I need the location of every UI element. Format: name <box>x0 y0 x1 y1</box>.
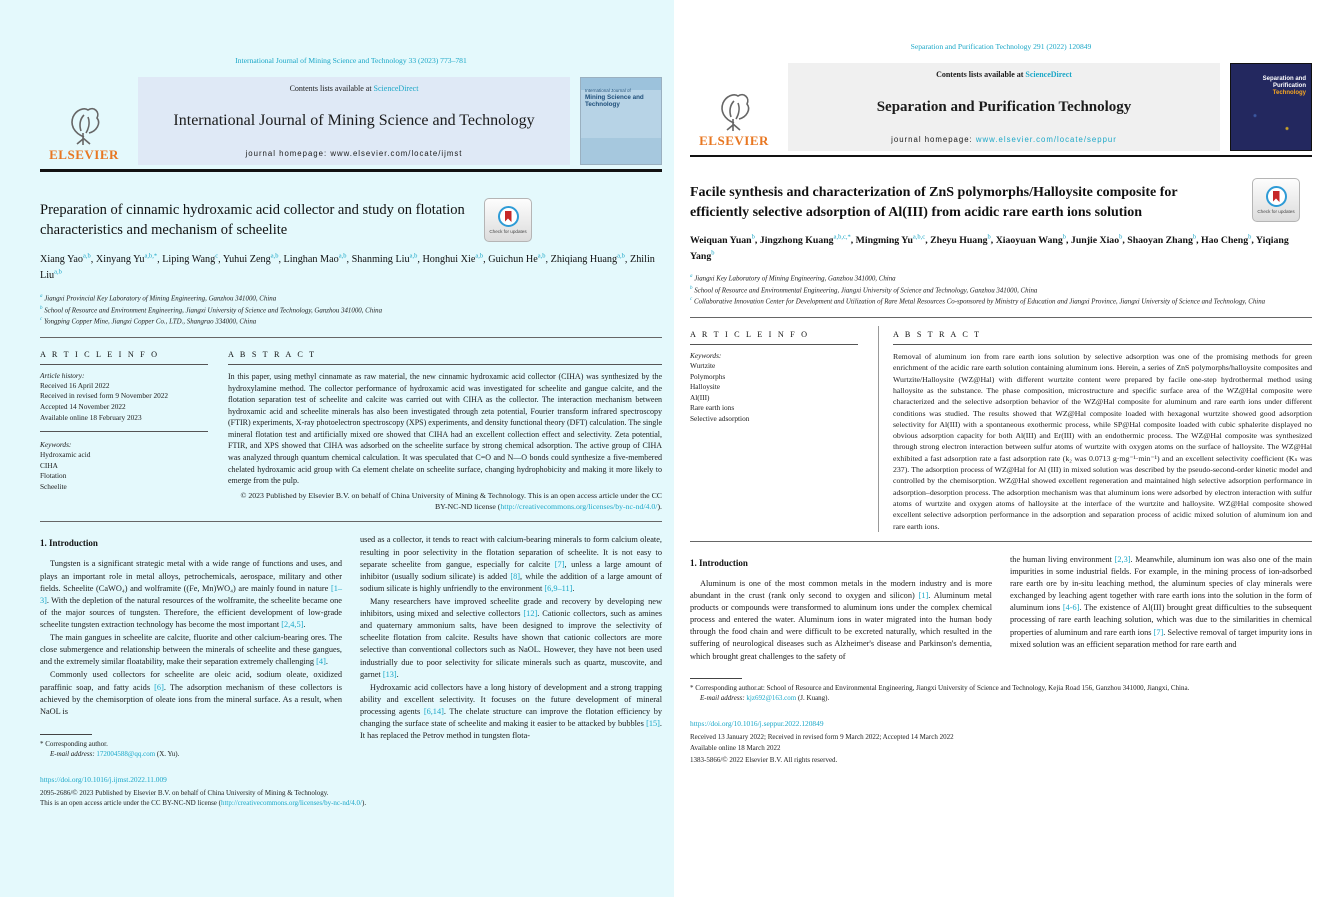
citation-link[interactable]: [12] <box>523 609 538 619</box>
email-note: E-mail address: kjz692@163.com (J. Kuang). <box>700 694 830 703</box>
abstract-heading: A B S T R A C T <box>893 330 982 340</box>
author: Junjie Xiao$^b$, <box>1070 234 1128 247</box>
section-heading: 1. Introduction <box>690 557 748 568</box>
abstract-column <box>878 326 1312 532</box>
cover-title-line3: Technology <box>1272 90 1306 97</box>
author: Shaoyan Zhang$^b$, <box>1127 234 1202 247</box>
citation-link[interactable]: [6,14] <box>423 706 444 716</box>
abstract-column <box>228 346 662 513</box>
author: Hao Cheng$^b$, <box>1201 234 1256 247</box>
intro-paragraphs <box>40 558 342 717</box>
page-footer <box>40 774 662 809</box>
article-history-line: Accepted 14 November 2022 <box>40 402 126 412</box>
citation-link[interactable]: [2,3] <box>1114 554 1131 564</box>
intro-column-1 <box>690 554 992 664</box>
intro-paragraph: Many researchers have improved scheelite grade and recovery by developing new inhibitors, using mixed and selective collectors [12]. Cationic collectors, such as amines and quaternary ammonium salts, have been designed to improve the selectivity of scheelite flotation from calcite. Results have shown that cationic collectors are more selective than conventional collectors such as NaOL. However, they have not been used industrially due to poor selectivity for silicate minerals such as quartz, muscovite, and garnet [13]. <box>360 596 662 679</box>
citation-link[interactable]: [6] <box>154 682 164 692</box>
affiliation: $^c$ Collaborative Innovation Center for Development and Utilization of Rare Metal Resources Co-sponsored by Ministry of Education and Jiangxi Province, Jiangxi University of Science and Technology, China <box>690 297 1266 306</box>
bookmark-icon <box>1273 191 1280 202</box>
journal-title: International Journal of Mining Science and Technology <box>173 112 535 129</box>
author: Yuhui Zeng$^{a,b}$, <box>222 252 284 265</box>
author: Xiang Yao$^{a,b}$, <box>40 252 96 265</box>
left-paper-page <box>40 0 662 809</box>
author: Honghui Xie$^{a,b}$, <box>422 252 489 265</box>
intro-paragraph: the human living environment [2,3]. Meanwhile, aluminum ion was also one of the main impurities in some industrial fields. For example, in the mining process of ion-adsorbed rare earth ore by in-situ leaching method, the aluminum species of clay minerals were exchanged by leaching agent together with rare earth ions into the solution in the form of aluminum ions [4-6]. The existence of Al(III) brought great difficulties to the subsequent processing of rare earth leaching solution, which was due to the similarities in chemical properties of aluminum and rare earth ions [7]. Selective removal of target impurity ions in mixed solution was an efficient separation method for rare earth and <box>1010 554 1312 649</box>
check-for-updates-label: Check for updates <box>1257 208 1295 214</box>
check-for-updates-label: Check for updates <box>489 228 527 234</box>
info-abstract-block <box>690 326 1312 532</box>
article-title: Facile synthesis and characterization of ZnS polymorphs/Halloysite composite for efficiently selective adsorption of Al(III) from acidic rare earth ions solution <box>690 185 1178 220</box>
right-paper-page <box>690 0 1312 765</box>
keyword: Wurtzite <box>690 361 716 371</box>
divider <box>40 364 208 365</box>
author: Weiquan Yuan$^b$, <box>690 234 760 247</box>
divider <box>690 344 858 345</box>
sciencedirect-link[interactable]: ScienceDirect <box>373 84 419 93</box>
divider <box>690 317 1312 318</box>
email-link[interactable]: 172004588@qq.com <box>96 750 156 759</box>
sciencedirect-link[interactable]: ScienceDirect <box>1025 70 1072 79</box>
homepage-label: journal homepage: <box>891 135 973 144</box>
keyword: CIHA <box>40 460 58 470</box>
elsevier-logo <box>690 63 778 151</box>
journal-homepage-line <box>794 135 1214 144</box>
elsevier-logo <box>40 77 128 165</box>
email-link[interactable]: kjz692@163.com <box>746 694 797 703</box>
contents-line <box>144 84 564 93</box>
cover-title-line1: Separation and <box>1262 76 1306 82</box>
doi-link[interactable]: https://doi.org/10.1016/j.ijmst.2022.11.009 <box>40 774 167 784</box>
keyword: Flotation <box>40 471 67 481</box>
citation-link[interactable]: [7] <box>554 559 565 569</box>
intro-paragraphs <box>360 534 662 742</box>
citation-link[interactable]: [7] <box>1153 627 1164 637</box>
article-title: Preparation of cinnamic hydroxamic acid collector and study on flotation characteristics and mechanism of scheelite <box>40 202 465 239</box>
affiliation: $^c$ Yongping Copper Mine, Jiangxi Copper Co., LTD., Shangrao 334000, China <box>40 317 257 326</box>
author: Xinyang $Yu^{a,b,*}$, <box>95 252 163 265</box>
keywords-label: Keywords: <box>690 351 722 361</box>
article-history-list <box>40 381 208 423</box>
copyright-line: © 2023 Published by Elsevier B.V. on behalf of China University of Mining & Technology. This is an open access article under the CC BY-NC-ND license (http://creativecommons.org/licenses/by-nc-nd/4.0/). <box>240 490 662 512</box>
elsevier-wordmark: ELSEVIER <box>49 147 119 162</box>
affiliation: $^a$ Jiangxi Key Laboratory of Mining Engineering, Ganzhou 341000, China <box>690 274 896 283</box>
keyword: Polymorphs <box>690 371 726 381</box>
email-note: E-mail address: 172004588@qq.com (X. Yu). <box>50 750 180 759</box>
elsevier-tree-icon <box>64 103 104 147</box>
divider <box>690 541 1312 542</box>
intro-paragraph: Tungsten is a significant strategic metal with a wide range of functions and uses, and plays an important role in metal alloys, petrochemicals, aerospace, military and other fields. Scheelite (CaWO₄) and wolframite ((Fe, Mn)WO₄) are mainly found in nature [1–3]. With the depletion of the natural resources of the wolframite, the scheelite became one of the major sources of tungsten. Therefore, the efficient development of low-grade scheelite tungsten extraction technology has become the most important [2,4,5]. <box>40 559 342 629</box>
author: Mingming Yu$^{a,b,c}$, <box>855 234 931 247</box>
journal-banner <box>138 77 570 165</box>
citation-link[interactable]: [13] <box>382 669 397 679</box>
received-line: Received 13 January 2022; Received in revised form 9 March 2022; Accepted 14 March 2022 <box>690 732 954 741</box>
introduction-section <box>690 554 1312 664</box>
journal-homepage-line <box>144 149 564 158</box>
author: Zhilin Liu$^{a,b}$ <box>40 253 655 282</box>
homepage-label: journal homepage: <box>245 149 328 158</box>
intro-paragraph: Hydroxamic acid collectors have a long history of development and a strong trapping ability and excellent selectivity. It focuses on the future development of mineral processing agents [6,14]. The chelate structure can improve the flotation efficiency by changing the surface state of scheelite and making it easier to be attacked by bubbles [15]. It has replaced the Petrov method in tungsten flota- <box>360 682 662 741</box>
article-info-column <box>40 346 208 513</box>
divider <box>893 344 1312 345</box>
intro-column-2 <box>1010 554 1312 664</box>
cover-title-line2: Purification <box>1272 83 1306 90</box>
intro-column-1 <box>40 534 342 759</box>
check-for-updates-icon <box>498 206 519 227</box>
citation-link[interactable]: [2,4,5] <box>281 619 304 629</box>
author: Zheyu Huang$^b$, <box>930 234 996 247</box>
citation-link[interactable]: [1] <box>918 590 929 600</box>
article-info-column <box>690 326 858 532</box>
keyword: Hydroxamic acid <box>40 450 91 460</box>
citation-link[interactable]: [1–3] <box>40 583 342 605</box>
homepage-link[interactable]: www.elsevier.com/locate/seppur <box>975 135 1117 144</box>
introduction-section <box>40 534 662 759</box>
keywords-list <box>40 450 208 492</box>
affiliation-list <box>40 293 662 328</box>
keyword: Rare earth ions <box>690 403 735 413</box>
footnote-block <box>690 678 1312 704</box>
page-footer <box>690 718 1312 766</box>
affiliation: $^b$ School of Resource and Environmental Engineering, Jiangxi University of Science and Technology, Ganzhou 341000, China <box>690 285 1038 295</box>
article-history-line: Available online 18 February 2023 <box>40 412 142 422</box>
cover-title-line2: Mining Science and Technology <box>585 94 644 109</box>
elsevier-tree-icon <box>714 89 754 133</box>
homepage-link[interactable]: www.elsevier.com/locate/ijmst <box>330 149 463 158</box>
info-abstract-block <box>40 346 662 513</box>
author: Zhiqiang Huang$^{a,b}$, <box>550 252 630 265</box>
affiliation: $^b$ School of Resource and Environment Engineering, Jiangxi University of Science and Technology, Ganzhou 341000, China <box>40 305 383 314</box>
header-rule <box>690 155 1312 157</box>
doi-link[interactable]: https://doi.org/10.1016/j.seppur.2022.120849 <box>690 718 824 728</box>
abstract-text: Removal of aluminum ion from rare earth ions solution by selective adsorption was one of the promising methods for green enrichment of the acidic rare earth solution containing aluminum ions. Herein, a series of ZnS polymorphs/halloysite composites and Wurtzite/Halloysite (WZ@Hal) with different wurtzite content were prepared by facile one-step hydrothermal method using halloysite as the substance. The phase composition, microstructure and specific surface area of the WZ@Hal composite were characterized and the selective adsorption behavior of the WZ@Hal composite for aluminum and rare earth ions under different conditions was studied. The results showed that WZ@Hal composite loaded with hexagonal wurtzite showed good adsorption selectivity for Al(III) with a spontaneous exothermic process, while SP@Hal composite loaded with cubic sphalerite displayed no obvious adsorption capacity for both Al(III) and Er(III) with an endothermic process. The WZ@Hal composite was synthesized through strong electron interaction between sulfur atoms of wurtzite with oxygen atoms on the surface of halloysite. The WZ@Hal exhibited a fast adsorption rate a fast adsorption rate (k₂ was 0.0713 g·mg⁻¹·min⁻¹) and an excellent selectivity coefficient (Kₛ was 237). The adsorption process of WZ@Hal for Al (III) in mixed solution was described by the pseudo-second-order kinetic model and controlled by the chemisorption. WZ@Hal showed excellent regeneration and maintained high selective adsorption performance in adsorption–desorption process. The adsorption mechanism was that aluminum ions were adsorbed by electron interaction with sulfur atoms of wurtzite and oxygen atoms of halloysite at the interface of the wurtzite and halloysite. WZ@Hal composite showed excellent selective adsorption performance in the adsorption and separation process of acidic mixed solution of aluminum ion and rare earth ions. <box>893 352 1312 531</box>
contents-line <box>794 70 1214 79</box>
citation-link[interactable]: [4] <box>316 657 326 667</box>
journal-cover-thumbnail <box>580 77 662 165</box>
footnote-rule <box>40 734 92 735</box>
article-history-line: Received 16 April 2022 <box>40 380 110 390</box>
header-rule <box>40 169 662 172</box>
affiliation: $^a$ Jiangxi Provincial Key Laboratory of Mining Engineering, Ganzhou 341000, China <box>40 293 277 303</box>
keyword: Al(III) <box>690 392 710 402</box>
intro-paragraph: used as a collector, it tends to react with calcium-bearing minerals to form calcium oleate, resulting in poor selectivity in the flotation separation of scheelite. It is not easy to separate scheelite from gangue, especially for calcite [7], unless a large amount of inhibitor (usually sodium silicate) is added [8], while the addition of a large amount of sodium silicate is highly unfriendly to the environment [6,9–11]. <box>360 535 662 593</box>
citation-link[interactable]: [4-6] <box>1062 603 1080 613</box>
keyword: Halloysite <box>690 382 720 392</box>
journal-banner <box>788 63 1220 151</box>
bookmark-icon <box>505 211 512 222</box>
cover-title-line1: International Journal of <box>585 88 631 93</box>
article-history-label: Article history: <box>40 370 85 380</box>
author: Xiaoyuan Wang$^b$, <box>995 234 1071 247</box>
url-link[interactable]: http://creativecommons.org/licenses/by-nc-nd/4.0/ <box>220 799 362 808</box>
issn-line: 2095-2686/© 2023 Published by Elsevier B.V. on behalf of China University of Mining & Technology. <box>40 788 329 797</box>
intro-paragraphs <box>690 578 992 663</box>
footnote-block <box>40 734 342 760</box>
abstract-heading: A B S T R A C T <box>228 349 317 359</box>
author-list <box>690 233 1312 264</box>
journal-cover-thumbnail <box>1230 63 1312 151</box>
rights-line: 1383-5866/© 2022 Elsevier B.V. All rights reserved. <box>690 755 838 764</box>
article-history-line: Received in revised form 9 November 2022 <box>40 391 169 401</box>
url-link[interactable]: http://creativecommons.org/licenses/by-nc-nd/4.0/ <box>500 502 658 512</box>
citation-link[interactable]: [8] <box>510 571 521 581</box>
journal-header <box>40 77 662 165</box>
footnote-rule <box>690 678 742 679</box>
license-line: This is an open access article under the CC BY-NC-ND license (http://creativecommons.org/licenses/by-nc-nd/4.0/). <box>40 799 367 808</box>
author: Yiqiang Yang$^b$ <box>690 235 1289 262</box>
section-heading: 1. Introduction <box>40 538 98 549</box>
intro-paragraph: The main gangues in scheelite are calcite, fluorite and other calcium-bearing ores. The close submergence and relationship between the minerals of scheelite and these gangues, and the extremely similar floatability, make their separation extremely challenging [4]. <box>40 633 342 667</box>
running-head-citation: International Journal of Mining Science and Technology 33 (2023) 773–781 <box>235 56 467 65</box>
divider <box>228 364 662 365</box>
affiliation-list <box>690 273 1312 308</box>
contents-prefix: Contents lists available at <box>936 70 1024 79</box>
journal-header <box>690 63 1312 151</box>
keywords-list <box>690 361 858 424</box>
citation-link[interactable]: [15] <box>646 719 660 729</box>
divider <box>40 521 662 522</box>
intro-column-2 <box>360 534 662 759</box>
corresponding-author-note: * Corresponding author.at: School of Resource and Environmental Engineering, Jiangxi University of Science and Technology, Kejia Road 156, Ganzhou 341000, Jiangxi, China. <box>690 683 1190 692</box>
available-line: Available online 18 March 2022 <box>690 744 781 753</box>
check-for-updates-badge[interactable] <box>1252 178 1300 222</box>
author-list <box>40 252 662 284</box>
keyword: Selective adsorption <box>690 413 750 423</box>
citation-link[interactable]: [6,9–11] <box>544 583 573 593</box>
check-for-updates-icon <box>1266 186 1287 207</box>
divider <box>40 431 208 432</box>
author: Linghan Mao$^{a,b}$, <box>283 252 352 265</box>
running-head-citation: Separation and Purification Technology 291 (2022) 120849 <box>910 42 1092 51</box>
intro-paragraph: Commonly used collectors for scheelite are oleic acid, sodium oleate, oxidized paraffinic soap, and fatty acids [6]. The adsorption mechanism of these collectors is achieved by the chemisorption of oleate ions from the mineral surface. As a result, when NaOL is <box>40 670 342 716</box>
check-for-updates-badge[interactable] <box>484 198 532 242</box>
author: Jingzhong Kuang$^{a,b,c,*}$, <box>759 234 856 247</box>
author: Shanming Liu$^{a,b}$, <box>351 252 423 265</box>
elsevier-wordmark: ELSEVIER <box>699 133 769 148</box>
keyword: Scheelite <box>40 481 67 491</box>
abstract-text: In this paper, using methyl cinnamate as raw material, the new cinnamic hydroxamic acid collector (CIHA) was synthesized by the hydroxylamine method. The collector performance of hydroxamic acid was investigated for scheelite and gangue calcite, and the flotation separation test of scheelite and calcite was carried out with CIHA as the collector. The interaction mechanism between hydroxamic acid and scheelite minerals has also been investigated through zeta potential, Fourier transform infrared spectroscopy (FTIR) experiments, X-ray photoelectron spectroscopy (XPS) experiments, and density functional theory (DFT) calculation. The single mineral flotation test and artificially mixed ore showed that CIHA had an excellent collection effect and selectivity. Zeta potential, FTIR, and XPS showed that CIHA was adsorbed on the scheelite surface by strong chemical adsorption. The active group of CIHA was analyzed through quantum chemical calculation. It was speculated that C=O and N—O bonds could synthesize a five-membered chelated hydroxamic acid group with Ca element chelate on scheelite surface, changing hydrophobicity and making it more likely to emerge from the pulp. <box>228 371 662 486</box>
journal-title: Separation and Purification Technology <box>876 98 1132 115</box>
article-info-heading: A R T I C L E I N F O <box>40 349 160 359</box>
author: Guichun He$^{a,b}$, <box>488 252 551 265</box>
keywords-label: Keywords: <box>40 440 72 450</box>
article-info-heading: A R T I C L E I N F O <box>690 330 810 340</box>
intro-paragraph: Aluminum is one of the most common metals in the modern industry and is more abundant in the crust (rank only second to oxygen and silicon) [1]. Aluminum metal products or compounds were transformed to aluminum ions under the complex chemical process and entered the water. Aluminum ions in water migrated into the human body through the food chain and were difficult to be excreted naturally, which resulted in the suffering of neurological diseases such as Alzheimer's disease and Parkinson's dementia, which brought great challenges to the safety of <box>690 578 992 661</box>
corresponding-author-note: * Corresponding author. <box>40 739 108 748</box>
author: Liping Wang$^c$, <box>162 252 223 265</box>
divider <box>40 337 662 338</box>
contents-prefix: Contents lists available at <box>289 84 372 93</box>
intro-paragraphs <box>1010 554 1312 651</box>
